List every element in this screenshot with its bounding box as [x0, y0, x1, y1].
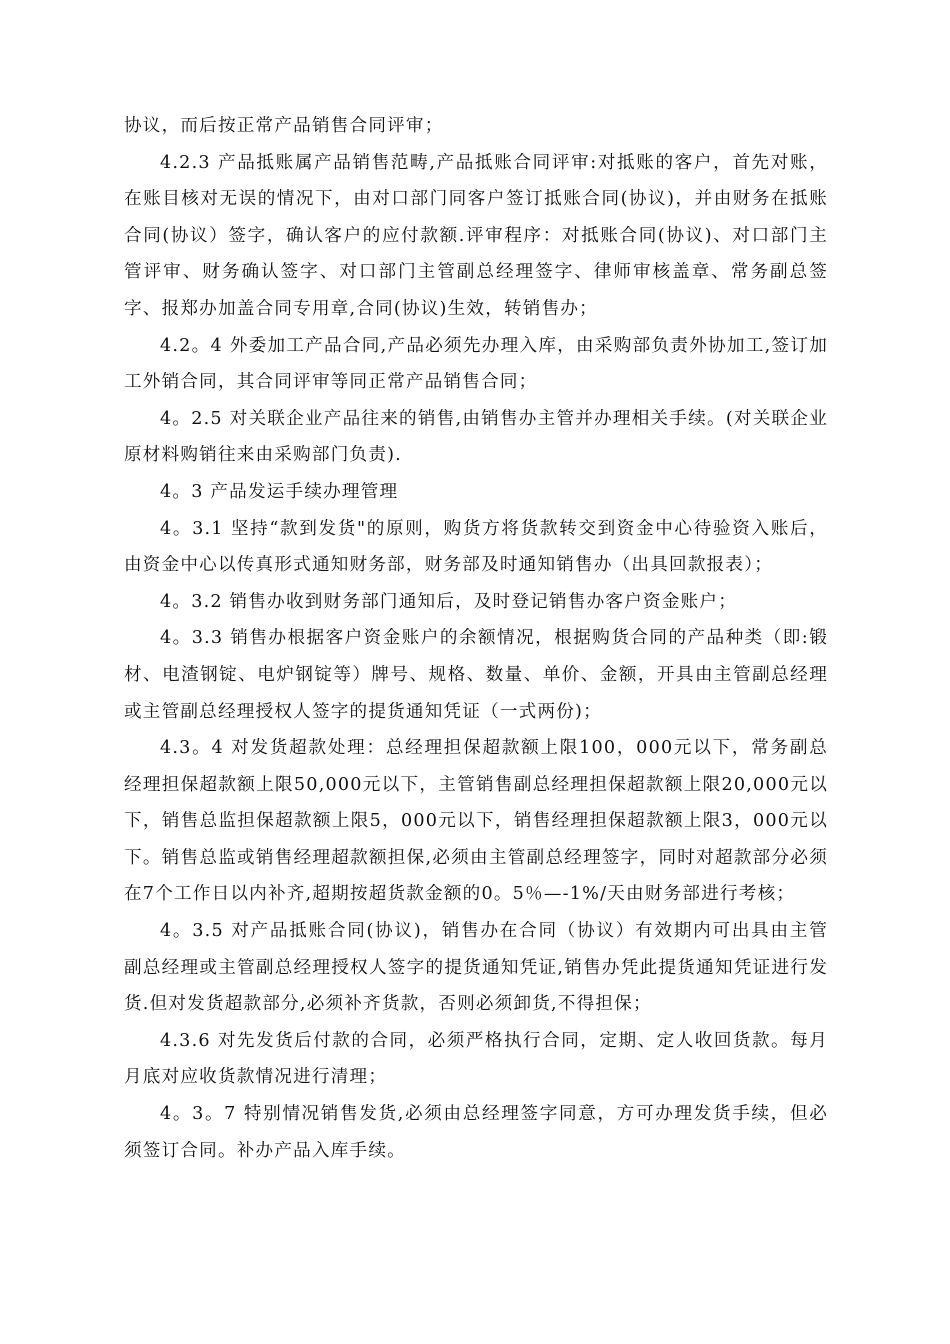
paragraph-4-2-3: 4.2.3 产品抵账属产品销售范畴,产品抵账合同评审:对抵账的客户，首先对账，在账目核对无误的情况下，由对口部门同客户签订抵账合同(协议)，并由财务在抵账合同(协议）签字，确认客户的应付款额.评审程序：对抵账合同(协议)、对口部门主管评审、财务确认签字、对口部门主管副总经理签字、律师审核盖章、常务副总签字、报郑办加盖合同专用章,合同(协议)生效，转销售办； — [124, 152, 828, 319]
paragraph-4-2-4: 4.2。4 外委加工产品合同,产品必须先办理入库，由采购部负责外协加工,签订加工外销合同，其合同评审等同正常产品销售合同； — [124, 335, 828, 393]
paragraph-4-3-6: 4.3.6 对先发货后付款的合同，必须严格执行合同，定期、定人收回货款。每月月底对应收货款情况进行清理； — [124, 1030, 828, 1088]
paragraph-4-3-3: 4。3.3 销售办根据客户资金账户的余额情况，根据购货合同的产品种类（即:锻材、电渣钢锭、电炉钢锭等）牌号、规格、数量、单价、金额，开具由主管副总经理或主管副总经理授权人签字的提货通知凭证（一式两份)； — [124, 628, 828, 722]
paragraph-4-3-7: 4。3。7 特别情况销售发货,必须由总经理签字同意，方可办理发货手续，但必须签订合同。补办产品入库手续。 — [124, 1104, 828, 1161]
paragraph-4-3-4: 4.3。4 对发货超款处理：总经理担保超款额上限100，000元以下，常务副总经理担保超款额上限50,000元以下，主管销售副总经理担保超款额上限20,000元以下，销售总监担保超款额上限5，000元以下，销售经理担保超款额上限3，000元以下。销售总监或销售经理超款额担保,必须由主管副总经理签字，同时对超款部分必须在7个工作日以内补齐,超期按超货款金额的0。5％—-1%/天由财务部进行考核； — [124, 738, 828, 905]
paragraph-4-3-2: 4。3.2 销售办收到财务部门通知后，及时登记销售办客户资金账户； — [160, 591, 737, 612]
paragraph-4-3-5: 4。3.5 对产品抵账合同(协议)，销售办在合同（协议）有效期内可出具由主管副总经理或主管副总经理授权人签字的提货通知凭证,销售办凭此提货通知凭证进行发货.但对发货超款部分,必须补齐货款，否则必须卸货,不得担保； — [124, 921, 828, 1015]
paragraph-continuation: 协议，而后按正常产品销售合同评审； — [124, 116, 444, 136]
paragraph-4-3-1: 4。3.1 坚持“款到发货"的原则，购货方将货款转交到资金中心待验资入账后，由资金中心以传真形式通知财务部，财务部及时通知销售办（出具回款报表）； — [124, 518, 828, 576]
section-heading-4-3: 4。3 产品发运手续办理管理 — [160, 481, 399, 502]
document-body — [124, 108, 828, 1169]
paragraph-4-2-5: 4。2.5 对关联企业产品往来的销售,由销售办主管并办理相关手续。(对关联企业原材料购销往来由采购部门负责). — [124, 408, 828, 466]
